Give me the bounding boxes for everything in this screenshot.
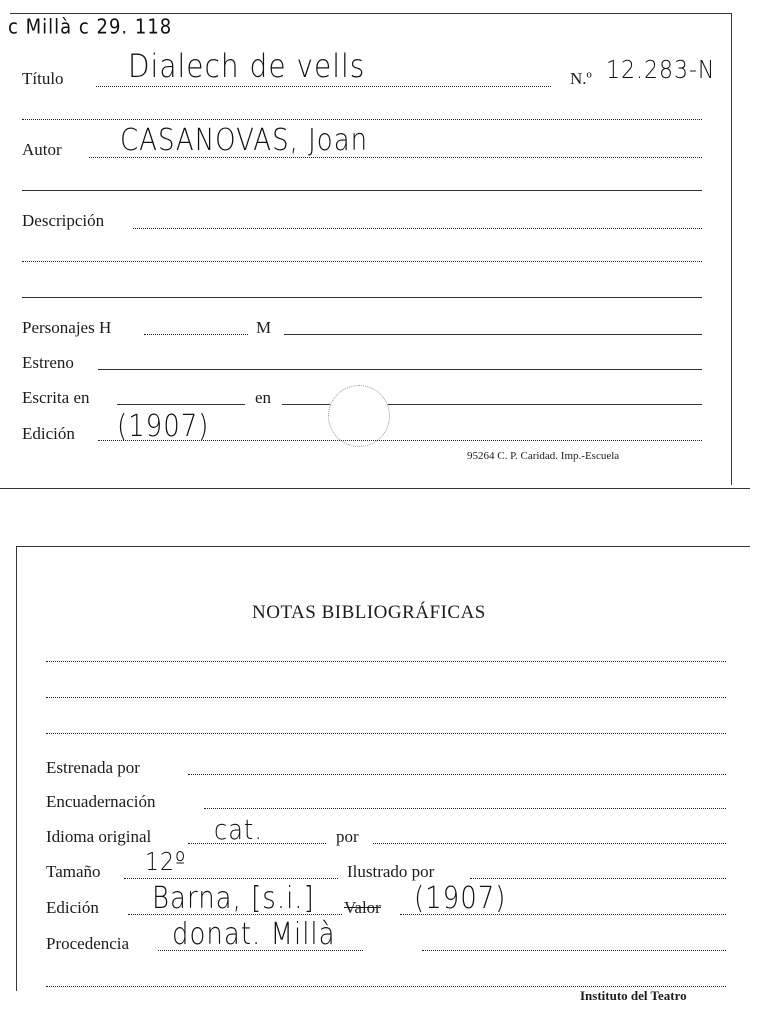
escrita-line [117,404,245,405]
numero-value: 12.283-N [606,56,716,85]
procedencia-line-2 [422,950,726,951]
estrenada-label: Estrenada por [46,758,140,777]
en-label: en [255,388,272,407]
personajes-label: Personajes H [22,318,112,337]
tamano-value: 12º [145,848,187,877]
personajes-h-line [144,334,248,335]
notas-line-1 [46,661,726,662]
m-label: M [256,318,272,337]
encuadernacion-label: Encuadernación [46,792,156,811]
autor-value: CASANOVAS, Joan [120,123,369,158]
bottom-card-last-line [46,986,726,987]
descripcion-line-2 [22,261,702,262]
idioma-value: cat. [214,813,263,846]
descripcion-line-1 [133,228,702,229]
escrita-label: Escrita en [22,388,90,407]
numero-label: N.º [570,69,592,88]
ilustrado-line [470,878,726,879]
procedencia-value: donat. Millà [172,917,336,952]
estreno-label: Estreno [22,353,74,372]
notas-heading: NOTAS BIBLIOGRÁFICAS [252,602,486,623]
edicion-value-2: Barna, [s.i.] [152,881,315,916]
descripcion-label: Descripción [22,211,105,230]
notas-line-3 [46,733,726,734]
descripcion-line-3 [22,297,702,298]
titulo-line [96,86,551,87]
titulo-label: Título [22,69,64,88]
top-card-bottom-border [0,488,750,489]
tamano-line [124,878,338,879]
top-card-right-border [731,13,732,485]
valor-value: (1907) [414,881,507,916]
autor-line-2 [22,190,702,191]
edicion-label: Edición [22,424,75,443]
printer-imprint: 95264 C. P. Caridad. Imp.-Escuela [467,450,620,462]
edicion-value: (1907) [117,409,210,444]
bottom-card-left-border [16,546,17,991]
procedencia-label: Procedencia [46,934,130,953]
por-line [373,843,726,844]
notas-line-2 [46,697,726,698]
estreno-line [98,369,702,370]
valor-label: Valor [344,898,381,917]
bottom-card-top-border [16,546,750,547]
punch-hole [328,385,390,447]
por-label: por [336,827,359,846]
edicion-label-2: Edición [46,898,99,917]
autor-label: Autor [22,140,62,159]
card-header-note: c Millà c 29. 118 [8,14,173,39]
titulo-line-2 [22,119,702,120]
estrenada-line [188,774,726,775]
tamano-label: Tamaño [46,862,101,881]
idioma-label: Idioma original [46,827,152,846]
personajes-m-line [284,334,702,335]
encuadernacion-line [204,808,726,809]
institute-footer: Instituto del Teatro [580,988,687,1003]
ilustrado-label: Ilustrado por [347,862,435,881]
top-card-top-border [10,13,732,14]
titulo-value: Dialech de vells [128,47,366,85]
